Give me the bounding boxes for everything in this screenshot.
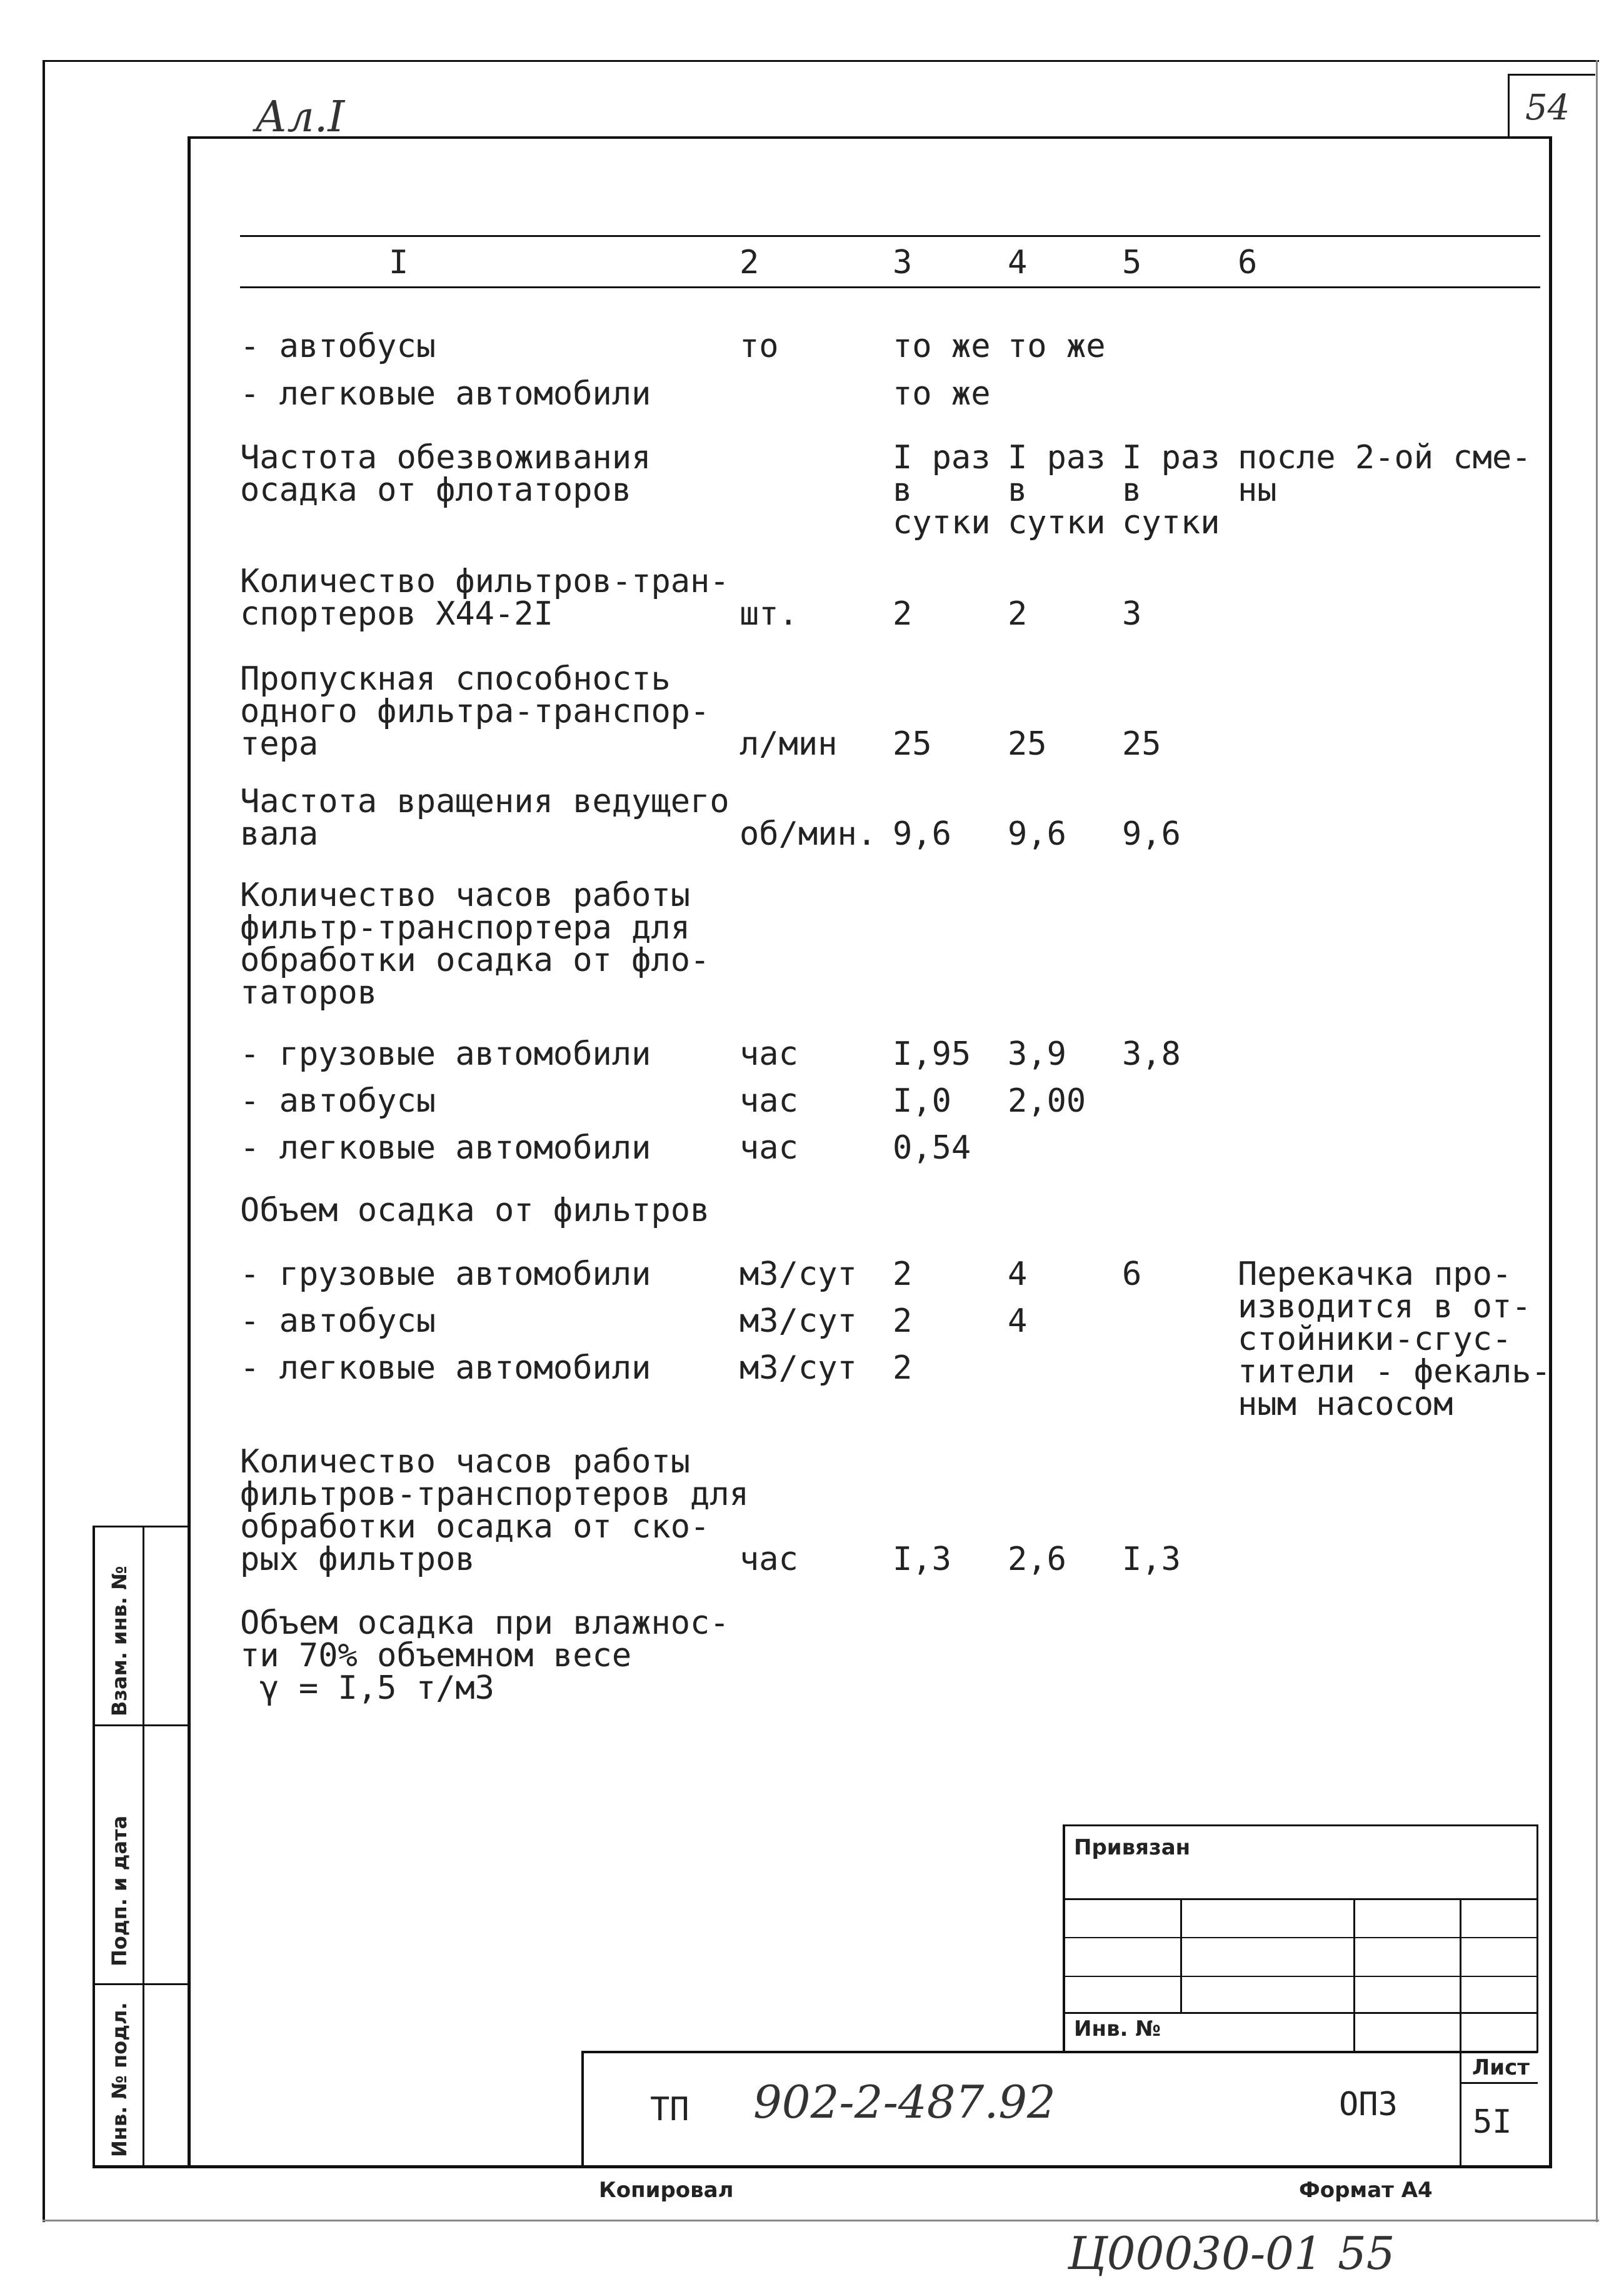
stamp-sheet-label: Лист [1472, 2055, 1530, 2080]
row-label: - грузовые автомобили [240, 1255, 651, 1293]
row-col3: 0,54 [893, 1129, 971, 1167]
row-col3: I,0 [893, 1082, 951, 1120]
row-label: Количество часов работы фильтр-транспортера для обработки осадка от фло- таторов [240, 877, 710, 1012]
row-label: - автобусы [240, 328, 436, 365]
row-unit: об/мин. [739, 815, 877, 853]
row-col3: I,95 [893, 1035, 971, 1073]
row-col5: I,3 [1122, 1541, 1181, 1578]
row-col3: 2 [893, 595, 913, 633]
footer-archive-number: Ц00030-01 [1068, 2227, 1323, 2280]
row-unit: м3/сут [739, 1255, 857, 1293]
row-col4: 4 [1008, 1255, 1028, 1293]
stamp-doc-code: 902-2-487.92 [753, 2076, 1056, 2128]
row-col4: 2,00 [1008, 1082, 1086, 1120]
margin-sep-2 [93, 1983, 189, 1985]
row-col3: 2 [893, 1302, 913, 1340]
footer-format: Формат А4 [1299, 2178, 1433, 2203]
sheet-ref: Ал.I [255, 93, 345, 142]
row-label: - легковые автомобили [240, 1349, 651, 1387]
stamp-sheet-number: 5I [1473, 2103, 1512, 2141]
row-label: - автобусы [240, 1302, 436, 1340]
margin-frame-left [93, 1526, 95, 2168]
row-note: после 2-ой сме- ны [1238, 439, 1531, 509]
row-unit: час [739, 1035, 798, 1073]
row-col3: 25 [893, 725, 932, 763]
margin-orig-inv: Инв. № подл. [108, 2002, 131, 2157]
margin-divider [143, 1526, 144, 2168]
row-unit: то [739, 328, 779, 365]
column-header-1: I [389, 244, 409, 281]
row-label: - автобусы [240, 1082, 436, 1120]
row-label: Объем осадка от фильтров [240, 1192, 710, 1229]
row-unit: м3/сут [739, 1302, 857, 1340]
footer-copied: Копировал [599, 2178, 734, 2203]
margin-replace-inv: Взам. инв. № [108, 1566, 131, 1716]
outer-frame-bottom [43, 2220, 1599, 2221]
margin-sign-date: Подп. и дата [108, 1815, 131, 1966]
inner-frame-right [1549, 136, 1552, 2167]
outer-frame-left [43, 60, 45, 2222]
row-label: - легковые автомобили [240, 1129, 651, 1167]
row-col3: то же [893, 375, 991, 413]
row-col5: 9,6 [1122, 815, 1181, 853]
row-col4: 25 [1008, 725, 1047, 763]
page-box-left [1508, 74, 1510, 138]
footer-page: 55 [1338, 2227, 1395, 2280]
row-col4: 2 [1008, 595, 1028, 633]
row-col3: I раз в сутки [893, 439, 991, 541]
row-col4: I раз в сутки [1008, 439, 1106, 541]
row-col4: то же [1008, 328, 1106, 365]
row-label: Количество часов работы фильтров-транспортеров для обработки осадка от ско- рых фильтров [240, 1443, 749, 1578]
row-col3: 2 [893, 1255, 913, 1293]
row-col5: I раз в сутки [1122, 439, 1220, 541]
row-col3: то же [893, 328, 991, 365]
outer-frame-top [43, 60, 1599, 62]
row-unit: час [739, 1082, 798, 1120]
row-col5: 3 [1122, 595, 1142, 633]
stamp-doc-type: ОПЗ [1339, 2086, 1398, 2123]
row-col5: 3,8 [1122, 1035, 1181, 1073]
row-label: Частота вращения ведущего вала [240, 783, 729, 853]
row-unit: м3/сут [739, 1349, 857, 1387]
row-unit: час [739, 1129, 798, 1167]
row-col4: 9,6 [1008, 815, 1066, 853]
table-header-rule [240, 286, 1540, 288]
row-unit: час [739, 1541, 798, 1578]
column-header-3: 3 [893, 244, 913, 281]
row-label: Пропускная способность одного фильтра-транспор- тера [240, 660, 710, 763]
inner-frame-top [188, 136, 1552, 139]
row-label: Объем осадка при влажнос- ти 70% объемном весе γ = I,5 т/м3 [240, 1604, 729, 1707]
row-label: - легковые автомобили [240, 375, 651, 413]
row-unit: л/мин [739, 725, 838, 763]
stamp-inv-label: Инв. № [1074, 2016, 1161, 2041]
row-col4: 4 [1008, 1302, 1028, 1340]
row-col3: 9,6 [893, 815, 951, 853]
row-col3: I,3 [893, 1541, 951, 1578]
inner-frame-bottom [93, 2165, 1552, 2168]
row-label: Частота обезвоживания осадка от флотаторов [240, 439, 651, 509]
stamp-bound-label: Привязан [1074, 1835, 1191, 1860]
page-corner-number: 54 [1525, 88, 1570, 128]
row-col5: 25 [1122, 725, 1161, 763]
margin-sep-1 [93, 1724, 189, 1726]
stamp-tp: ТП [650, 2091, 689, 2128]
outer-frame-right [1596, 60, 1598, 2222]
column-header-2: 2 [739, 244, 759, 281]
row-label: - грузовые автомобили [240, 1035, 651, 1073]
row-label: Количество фильтров-тран- спортеров Х44-2I [240, 563, 729, 633]
row-col3: 2 [893, 1349, 913, 1387]
inner-frame-left [188, 136, 191, 2167]
table-top-rule [240, 235, 1540, 237]
row-unit: шт. [739, 595, 798, 633]
margin-top [93, 1526, 189, 1527]
column-header-6: 6 [1238, 244, 1258, 281]
column-header-5: 5 [1122, 244, 1142, 281]
row-col4: 2,6 [1008, 1541, 1066, 1578]
row-note: Перекачка про- изводится в от- стойники-сгус- тители - фекаль- ным насосом [1238, 1255, 1551, 1423]
row-col5: 6 [1122, 1255, 1142, 1293]
page-box-top [1508, 74, 1595, 76]
column-header-4: 4 [1008, 244, 1028, 281]
row-col4: 3,9 [1008, 1035, 1066, 1073]
